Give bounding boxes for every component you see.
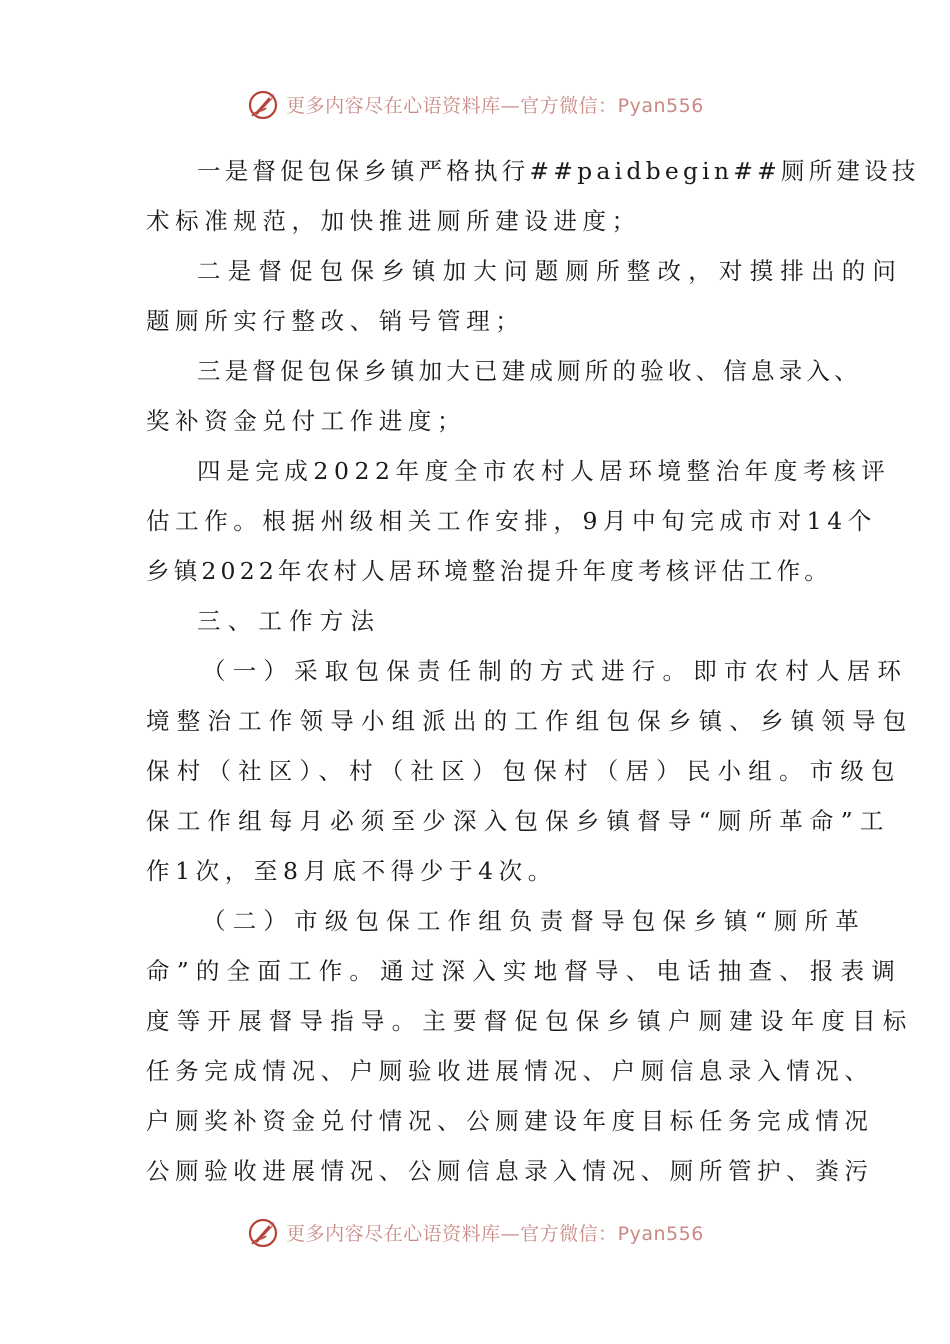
- paragraph-line: 术标准规范，加快推进厕所建设进度；: [146, 207, 641, 235]
- paragraph-line: 作1次，至8月底不得少于4次。: [146, 857, 557, 885]
- pen-nib-logo-icon: [246, 86, 282, 122]
- paragraph-line: 三是督促包保乡镇加大已建成厕所的验收、信息录入、: [197, 357, 862, 385]
- paragraph-line: 乡镇2022年农村人居环境整治提升年度考核评估工作。: [146, 557, 833, 585]
- paragraph-line: 命”的全面工作。通过深入实地督导、电话抽查、报表调: [146, 957, 903, 985]
- paragraph-line: 保工作组每月必须至少深入包保乡镇督导“厕所革命”工: [146, 807, 891, 835]
- footer-watermark: [0, 1212, 950, 1252]
- document-body: [146, 146, 920, 1196]
- watermark-wechat-id: Pyan556: [617, 1222, 704, 1245]
- paragraph-line: 一是督促包保乡镇严格执行##paidbegin##厕所建设技: [197, 157, 920, 185]
- paragraph-line: 二是督促包保乡镇加大问题厕所整改，对摸排出的问: [197, 257, 904, 285]
- paragraph-line: 保村（社区）、村（社区）包保村（居）民小组。市级包: [146, 757, 902, 785]
- paragraph-line: 四是完成2022年度全市农村人居环境整治年度考核评: [197, 457, 891, 485]
- paragraph-line: 公厕验收进展情况、公厕信息录入情况、厕所管护、粪污: [146, 1157, 874, 1185]
- section-heading: 三、工作方法: [197, 607, 382, 635]
- paragraph-line: 估工作。根据州级相关工作安排，9月中旬完成市对14个: [146, 507, 877, 535]
- paragraph-line: 奖补资金兑付工作进度；: [146, 407, 467, 435]
- watermark-text: 更多内容尽在心语资料库—官方微信：Pyan556: [286, 94, 704, 117]
- paragraph-line: （一）采取包保责任制的方式进行。即市农村人居环: [202, 657, 909, 685]
- paragraph-line: 度等开展督导指导。主要督促包保乡镇户厕建设年度目标: [146, 1007, 914, 1035]
- paragraph-line: 任务完成情况、户厕验收进展情况、户厕信息录入情况、: [146, 1057, 874, 1085]
- header-watermark: [0, 84, 950, 124]
- paragraph-line: （二）市级包保工作组负责督导包保乡镇“厕所革: [202, 907, 866, 935]
- watermark-text: 更多内容尽在心语资料库—官方微信：Pyan556: [286, 1222, 704, 1245]
- paragraph-line: 境整治工作领导小组派出的工作组包保乡镇、乡镇领导包: [146, 707, 914, 735]
- pen-nib-logo-icon: [246, 1214, 282, 1250]
- paragraph-line: 户厕奖补资金兑付情况、公厕建设年度目标任务完成情况: [146, 1107, 874, 1135]
- watermark-wechat-id: Pyan556: [617, 94, 704, 117]
- paragraph-line: 题厕所实行整改、销号管理；: [146, 307, 525, 335]
